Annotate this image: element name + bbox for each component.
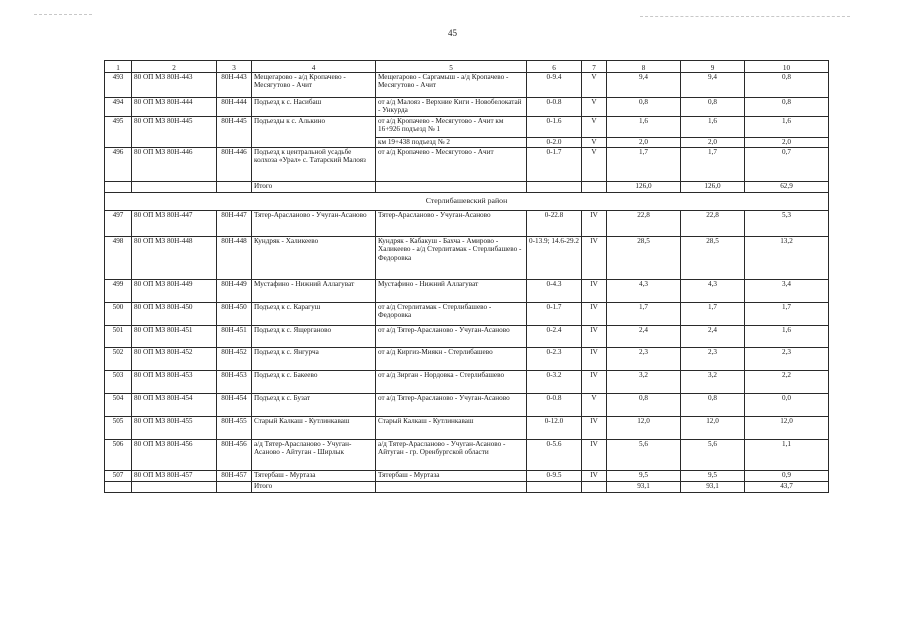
road-code-cell: 80Н-450 [217,303,252,326]
route-cell: Мустафино - Нижний Аллагуват [376,280,527,303]
table-body [105,61,829,493]
category-cell: IV [582,237,607,280]
road-code-cell: 80Н-446 [217,148,252,182]
road-id-cell: 80 ОП МЗ 80Н-457 [132,471,217,482]
length-cell: 2,0 [681,138,745,148]
road-name-cell: Старый Калкаш - Кутлинкаваш [252,417,376,440]
length-cell: 1,7 [745,303,829,326]
length-cell: 93,1 [607,482,681,493]
route-cell [376,482,527,493]
district-title: Стерлибашевский район [105,193,829,211]
road-id-cell: 80 ОП МЗ 80Н-450 [132,303,217,326]
road-code-cell: 80Н-448 [217,237,252,280]
category-cell: V [582,98,607,117]
length-cell: 1,6 [745,326,829,348]
category-cell: V [582,73,607,98]
route-cell: от а/д Малояз - Верхние Киги - Новобелокатай - Ункурда [376,98,527,117]
road-name-cell: Мустафино - Нижний Аллагуват [252,280,376,303]
category-cell: V [582,394,607,417]
length-cell: 9,4 [681,73,745,98]
category-cell: IV [582,417,607,440]
road-code-cell [217,482,252,493]
length-cell: 0,8 [607,394,681,417]
row-number-cell: 502 [105,348,132,371]
table-row [105,440,829,471]
km-range-cell: 0-4.3 [527,280,582,303]
length-cell: 2,4 [681,326,745,348]
length-cell: 2,4 [607,326,681,348]
length-cell: 5,6 [607,440,681,471]
category-cell [582,182,607,193]
route-cell: Кундряк - Кабакуш - Бахча - Амирово - Халикеево - а/д Стерлитамак - Стерлибашево - Федоровка [376,237,527,280]
km-range-cell: 0-9.4 [527,73,582,98]
row-number-cell: 498 [105,237,132,280]
km-range-cell: 0-0.8 [527,394,582,417]
length-cell: 0,8 [681,98,745,117]
table-row [105,237,829,280]
row-number-cell: 505 [105,417,132,440]
road-id-cell: 80 ОП МЗ 80Н-448 [132,237,217,280]
length-cell: 2,2 [745,371,829,394]
column-header-row [105,61,829,73]
route-cell: от а/д Зирган - Нордовка - Стерлибашево [376,371,527,394]
length-cell: 9,5 [681,471,745,482]
km-range-cell: 0-1.6 [527,117,582,138]
road-code-cell: 80Н-452 [217,348,252,371]
road-id-cell: 80 ОП МЗ 80Н-452 [132,348,217,371]
category-cell: IV [582,280,607,303]
road-name-cell: Подъезд к с. Янгурча [252,348,376,371]
road-name-cell: Подъезд к с. Насибаш [252,98,376,117]
route-cell: Тятербаш - Муртаза [376,471,527,482]
length-cell: 3,2 [681,371,745,394]
category-cell: IV [582,211,607,237]
total-row [105,182,829,193]
km-range-cell: 0-1.7 [527,148,582,182]
row-number-cell: 497 [105,211,132,237]
length-cell: 0,0 [745,394,829,417]
km-range-cell: 0-22.8 [527,211,582,237]
length-cell: 12,0 [745,417,829,440]
category-cell: IV [582,326,607,348]
km-range-cell: 0-2.4 [527,326,582,348]
road-name-cell: Подъезд к с. Карагуш [252,303,376,326]
length-cell: 9,4 [607,73,681,98]
km-range-cell: 0-12.0 [527,417,582,440]
length-cell: 0,8 [607,98,681,117]
row-number-cell [105,182,132,193]
row-number-cell: 493 [105,73,132,98]
road-code-cell: 80Н-445 [217,117,252,148]
total-row [105,482,829,493]
road-name-cell: Мещегарово - а/д Кропачево - Месягутово - Ачит [252,73,376,98]
km-range-cell: 0-1.7 [527,303,582,326]
column-header: 3 [217,61,252,73]
route-cell: км 19+438 подъезд № 2 [376,138,527,148]
row-number-cell: 507 [105,471,132,482]
road-id-cell: 80 ОП МЗ 80Н-447 [132,211,217,237]
km-range-cell: 0-2.0 [527,138,582,148]
road-name-cell: Подъезды к с. Алькино [252,117,376,148]
road-name-cell: Тятербаш - Муртаза [252,471,376,482]
table-row [105,371,829,394]
length-cell: 2,3 [745,348,829,371]
road-name-cell: Подъезд к с. Бузат [252,394,376,417]
road-id-cell [132,182,217,193]
road-name-cell: Подъезд к с. Бакеево [252,371,376,394]
column-header: 10 [745,61,829,73]
length-cell: 0,9 [745,471,829,482]
length-cell: 9,5 [607,471,681,482]
row-number-cell: 499 [105,280,132,303]
length-cell: 93,1 [681,482,745,493]
length-cell: 1,7 [607,148,681,182]
road-id-cell: 80 ОП МЗ 80Н-445 [132,117,217,148]
road-name-cell: Итого [252,182,376,193]
column-header: 8 [607,61,681,73]
length-cell: 1,7 [681,303,745,326]
road-id-cell: 80 ОП МЗ 80Н-444 [132,98,217,117]
length-cell: 12,0 [681,417,745,440]
road-name-cell: Кундряк - Халикеево [252,237,376,280]
table-row [105,117,829,138]
column-header: 2 [132,61,217,73]
length-cell: 1,6 [745,117,829,138]
column-header: 1 [105,61,132,73]
table-row [105,326,829,348]
road-code-cell: 80Н-454 [217,394,252,417]
column-header: 9 [681,61,745,73]
length-cell: 4,3 [607,280,681,303]
table-row [105,348,829,371]
category-cell [582,482,607,493]
column-header: 7 [582,61,607,73]
road-code-cell: 80Н-455 [217,417,252,440]
district-row [105,193,829,211]
row-number-cell: 506 [105,440,132,471]
road-code-cell: 80Н-443 [217,73,252,98]
length-cell: 0,7 [745,148,829,182]
length-cell: 43,7 [745,482,829,493]
road-code-cell: 80Н-447 [217,211,252,237]
page-number: 45 [448,28,457,38]
length-cell: 3,4 [745,280,829,303]
road-code-cell: 80Н-457 [217,471,252,482]
km-range-cell: 0-3.2 [527,371,582,394]
road-name-cell: Тятер-Арасланово - Учуган-Асаново [252,211,376,237]
route-cell: а/д Тятер-Арасланово - Учуган-Асаново - Айтуган - гр. Оренбургской области [376,440,527,471]
route-cell [376,182,527,193]
length-cell: 13,2 [745,237,829,280]
length-cell: 0,8 [681,394,745,417]
row-number-cell: 495 [105,117,132,148]
km-range-cell [527,482,582,493]
route-cell: Мещегарово - Саргамыш - а/д Кропачево - Месягутово - Ачит [376,73,527,98]
route-cell: от а/д Стерлитамак - Стерлибашево - Федоровка [376,303,527,326]
category-cell: V [582,148,607,182]
row-number-cell: 494 [105,98,132,117]
road-code-cell: 80Н-444 [217,98,252,117]
scan-artifact [640,16,850,17]
length-cell: 2,3 [681,348,745,371]
road-id-cell: 80 ОП МЗ 80Н-451 [132,326,217,348]
road-name-cell: а/д Тятер-Арасланово - Учуган-Асаново - Айтуган - Ширлык [252,440,376,471]
route-cell: от а/д Киргиз-Миякн - Стерлибашево [376,348,527,371]
road-id-cell [132,482,217,493]
road-id-cell: 80 ОП МЗ 80Н-454 [132,394,217,417]
category-cell: IV [582,371,607,394]
km-range-cell: 0-9.5 [527,471,582,482]
length-cell: 1,6 [681,117,745,138]
length-cell: 28,5 [681,237,745,280]
table-row [105,211,829,237]
table-row [105,73,829,98]
road-id-cell: 80 ОП МЗ 80Н-455 [132,417,217,440]
length-cell: 2,3 [607,348,681,371]
km-range-cell: 0-2.3 [527,348,582,371]
category-cell: IV [582,440,607,471]
km-range-cell: 0-0.8 [527,98,582,117]
scan-artifact [34,14,92,15]
table-row [105,148,829,182]
route-cell: Старый Калкаш - Кутлинкаваш [376,417,527,440]
road-id-cell: 80 ОП МЗ 80Н-446 [132,148,217,182]
length-cell: 0,8 [745,98,829,117]
route-cell: от а/д Тятер-Арасланово - Учуган-Асаново [376,326,527,348]
road-code-cell: 80Н-456 [217,440,252,471]
category-cell: V [582,117,607,138]
row-number-cell: 500 [105,303,132,326]
row-number-cell: 504 [105,394,132,417]
row-number-cell: 496 [105,148,132,182]
row-number-cell: 503 [105,371,132,394]
length-cell: 3,2 [607,371,681,394]
length-cell: 5,3 [745,211,829,237]
length-cell: 1,6 [607,117,681,138]
road-name-cell: Итого [252,482,376,493]
road-code-cell: 80Н-449 [217,280,252,303]
table-row [105,280,829,303]
length-cell: 22,8 [681,211,745,237]
length-cell: 2,0 [607,138,681,148]
length-cell: 5,6 [681,440,745,471]
category-cell: V [582,138,607,148]
road-name-cell: Подъезд к с. Ящерганово [252,326,376,348]
length-cell: 126,0 [681,182,745,193]
length-cell: 28,5 [607,237,681,280]
road-code-cell: 80Н-451 [217,326,252,348]
road-name-cell: Подъезд к центральной усадьбе колхоза «Урал» с. Татарский Малояз [252,148,376,182]
road-code-cell: 80Н-453 [217,371,252,394]
km-range-cell: 0-5.6 [527,440,582,471]
table-row [105,471,829,482]
km-range-cell [527,182,582,193]
route-cell: от а/д Кропачево - Месягутово - Ачит [376,148,527,182]
table-row [105,417,829,440]
length-cell: 2,0 [745,138,829,148]
road-id-cell: 80 ОП МЗ 80Н-449 [132,280,217,303]
column-header: 6 [527,61,582,73]
length-cell: 1,7 [607,303,681,326]
length-cell: 4,3 [681,280,745,303]
length-cell: 0,8 [745,73,829,98]
length-cell: 22,8 [607,211,681,237]
length-cell: 1,7 [681,148,745,182]
road-id-cell: 80 ОП МЗ 80Н-443 [132,73,217,98]
column-header: 4 [252,61,376,73]
roads-register-table [104,60,829,493]
length-cell: 1,1 [745,440,829,471]
length-cell: 126,0 [607,182,681,193]
km-range-cell: 0-13.9; 14.6-29.2 [527,237,582,280]
table-row [105,98,829,117]
row-number-cell [105,482,132,493]
category-cell: IV [582,471,607,482]
category-cell: IV [582,303,607,326]
row-number-cell: 501 [105,326,132,348]
route-cell: от а/д Кропачево - Месягутово - Ачит км 16+926 подъезд № 1 [376,117,527,138]
table-row [105,394,829,417]
road-id-cell: 80 ОП МЗ 80Н-453 [132,371,217,394]
route-cell: от а/д Тятер-Арасланово - Учуган-Асаново [376,394,527,417]
category-cell: IV [582,348,607,371]
column-header: 5 [376,61,527,73]
road-code-cell [217,182,252,193]
route-cell: Тятер-Арасланово - Учуган-Асаново [376,211,527,237]
length-cell: 62,9 [745,182,829,193]
table-row [105,303,829,326]
road-id-cell: 80 ОП МЗ 80Н-456 [132,440,217,471]
length-cell: 12,0 [607,417,681,440]
